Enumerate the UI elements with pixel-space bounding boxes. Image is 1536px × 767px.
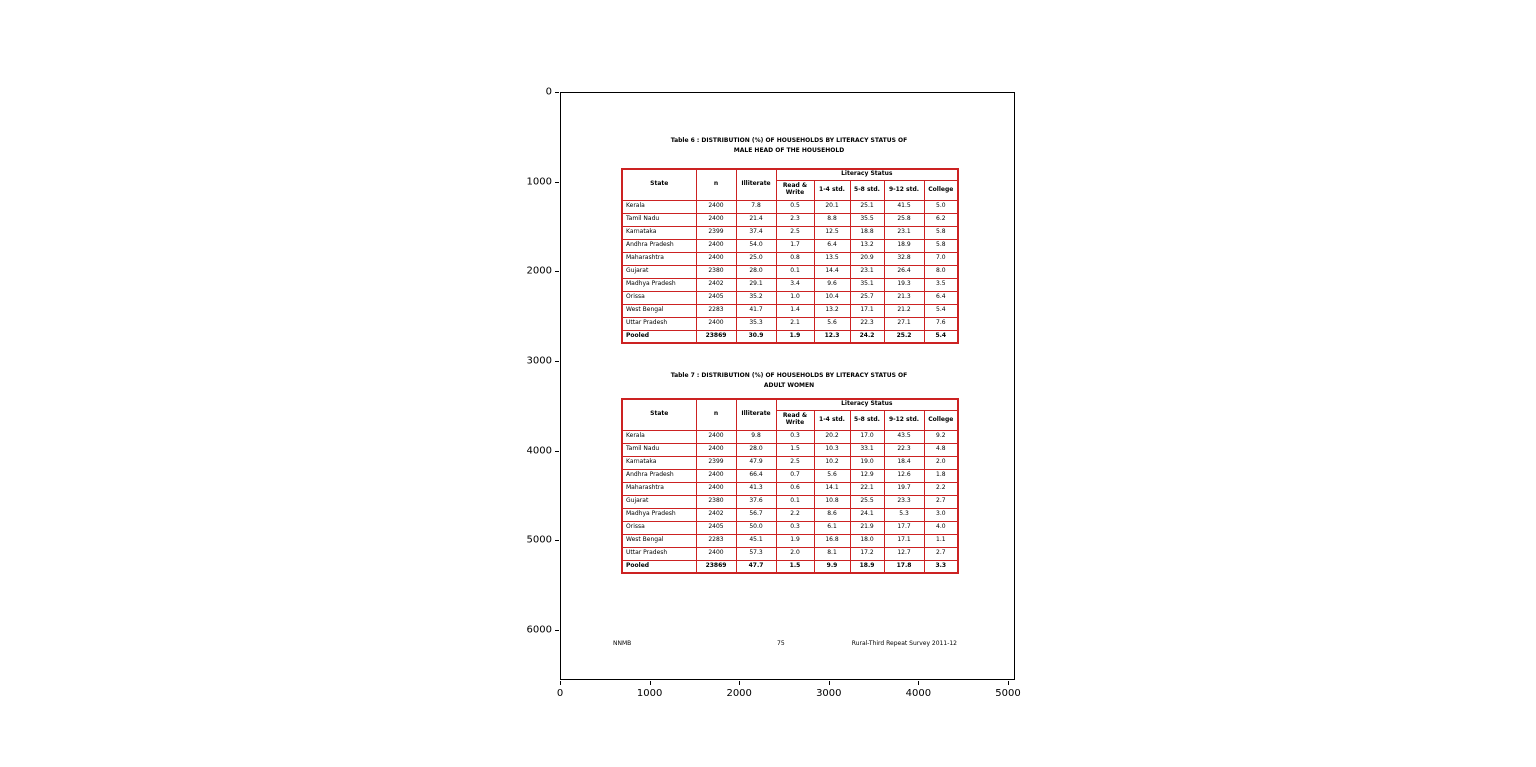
value-cell: 0.8: [776, 252, 814, 265]
value-cell: 8.0: [924, 265, 958, 278]
table-row: [622, 560, 958, 573]
table-row: [622, 534, 958, 547]
y-tick-label: 1000: [526, 176, 552, 188]
table-row: [622, 239, 958, 252]
table-row: [622, 456, 958, 469]
state-cell: Andhra Pradesh: [622, 469, 696, 482]
value-cell: 1.0: [776, 291, 814, 304]
value-cell: 29.1: [736, 278, 776, 291]
value-cell: 5.8: [924, 226, 958, 239]
value-cell: 9.9: [814, 560, 850, 573]
table-row: [622, 521, 958, 534]
value-cell: 18.4: [884, 456, 924, 469]
value-cell: 12.5: [814, 226, 850, 239]
table-row: [622, 278, 958, 291]
value-cell: 28.0: [736, 265, 776, 278]
table-row: [622, 265, 958, 278]
value-cell: 14.4: [814, 265, 850, 278]
value-cell: 16.8: [814, 534, 850, 547]
table-row: [622, 547, 958, 560]
value-cell: 23.3: [884, 495, 924, 508]
table-row: [622, 304, 958, 317]
y-tick-label: 6000: [526, 624, 552, 636]
value-cell: 19.0: [850, 456, 884, 469]
state-cell: Karnataka: [622, 456, 696, 469]
value-cell: 20.1: [814, 200, 850, 213]
state-cell: Orissa: [622, 521, 696, 534]
table-row: [622, 430, 958, 443]
value-cell: 0.5: [776, 200, 814, 213]
column-header: Read & Write: [776, 410, 814, 430]
value-cell: 17.7: [884, 521, 924, 534]
x-tick-mark: [560, 681, 561, 685]
value-cell: 9.6: [814, 278, 850, 291]
value-cell: 8.8: [814, 213, 850, 226]
y-tick-label: 0: [545, 86, 552, 98]
column-header: 1-4 std.: [814, 180, 850, 200]
value-cell: 5.8: [924, 239, 958, 252]
table-row: [622, 330, 958, 343]
column-header: State: [622, 169, 696, 200]
column-header: 5-8 std.: [850, 180, 884, 200]
y-tick-label: 5000: [526, 534, 552, 546]
value-cell: 17.2: [850, 547, 884, 560]
y-tick-label: 3000: [526, 355, 552, 367]
value-cell: 5.6: [814, 317, 850, 330]
group-header: Literacy Status: [776, 169, 958, 180]
value-cell: 0.3: [776, 521, 814, 534]
state-cell: Gujarat: [622, 265, 696, 278]
value-cell: 8.6: [814, 508, 850, 521]
value-cell: 25.0: [736, 252, 776, 265]
value-cell: 1.1: [924, 534, 958, 547]
state-cell: Madhya Pradesh: [622, 508, 696, 521]
value-cell: 4.8: [924, 443, 958, 456]
value-cell: 7.6: [924, 317, 958, 330]
state-cell: Kerala: [622, 430, 696, 443]
value-cell: 2.5: [776, 456, 814, 469]
table-row: [622, 469, 958, 482]
table-row: [622, 213, 958, 226]
value-cell: 5.3: [884, 508, 924, 521]
value-cell: 13.2: [850, 239, 884, 252]
state-cell: Gujarat: [622, 495, 696, 508]
value-cell: 2400: [696, 317, 736, 330]
value-cell: 2400: [696, 252, 736, 265]
value-cell: 13.2: [814, 304, 850, 317]
value-cell: 2380: [696, 265, 736, 278]
value-cell: 25.1: [850, 200, 884, 213]
table-row: [622, 291, 958, 304]
value-cell: 28.0: [736, 443, 776, 456]
value-cell: 2400: [696, 482, 736, 495]
value-cell: 22.3: [884, 443, 924, 456]
value-cell: 9.2: [924, 430, 958, 443]
value-cell: 32.8: [884, 252, 924, 265]
column-header: 9-12 std.: [884, 410, 924, 430]
value-cell: 25.2: [884, 330, 924, 343]
value-cell: 2400: [696, 547, 736, 560]
table-row: [622, 482, 958, 495]
value-cell: 2.7: [924, 495, 958, 508]
value-cell: 20.9: [850, 252, 884, 265]
column-header: State: [622, 399, 696, 430]
value-cell: 21.3: [884, 291, 924, 304]
column-header: College: [924, 180, 958, 200]
x-tick-label: 4000: [905, 688, 932, 699]
value-cell: 21.9: [850, 521, 884, 534]
value-cell: 6.1: [814, 521, 850, 534]
value-cell: 5.6: [814, 469, 850, 482]
column-header: Illiterate: [736, 169, 776, 200]
value-cell: 27.1: [884, 317, 924, 330]
state-cell: Orissa: [622, 291, 696, 304]
value-cell: 6.2: [924, 213, 958, 226]
y-tick-label: 2000: [526, 265, 552, 277]
x-tick-mark: [650, 681, 651, 685]
value-cell: 14.1: [814, 482, 850, 495]
value-cell: 35.1: [850, 278, 884, 291]
value-cell: 2399: [696, 226, 736, 239]
value-cell: 5.4: [924, 304, 958, 317]
value-cell: 1.9: [776, 534, 814, 547]
table7-title-line1: Table 7 : DISTRIBUTION (%) OF HOUSEHOLDS BY LITERACY STATUS OF: [670, 372, 908, 379]
value-cell: 2.1: [776, 317, 814, 330]
state-cell: Tamil Nadu: [622, 443, 696, 456]
value-cell: 2400: [696, 213, 736, 226]
column-header: 1-4 std.: [814, 410, 850, 430]
column-header: Read & Write: [776, 180, 814, 200]
y-tick-mark: [555, 540, 559, 541]
value-cell: 0.1: [776, 265, 814, 278]
column-header: 9-12 std.: [884, 180, 924, 200]
state-cell: Uttar Pradesh: [622, 317, 696, 330]
value-cell: 23869: [696, 560, 736, 573]
value-cell: 54.0: [736, 239, 776, 252]
value-cell: 1.5: [776, 443, 814, 456]
value-cell: 18.8: [850, 226, 884, 239]
value-cell: 2.5: [776, 226, 814, 239]
value-cell: 2.3: [776, 213, 814, 226]
value-cell: 6.4: [814, 239, 850, 252]
value-cell: 9.8: [736, 430, 776, 443]
value-cell: 2399: [696, 456, 736, 469]
value-cell: 17.8: [884, 560, 924, 573]
x-tick-label: 5000: [995, 688, 1021, 699]
value-cell: 2380: [696, 495, 736, 508]
table7-title-line2: ADULT WOMEN: [763, 382, 815, 389]
column-header: 5-8 std.: [850, 410, 884, 430]
value-cell: 13.5: [814, 252, 850, 265]
value-cell: 19.3: [884, 278, 924, 291]
value-cell: 56.7: [736, 508, 776, 521]
value-cell: 41.7: [736, 304, 776, 317]
x-tick-mark: [1008, 681, 1009, 685]
value-cell: 3.5: [924, 278, 958, 291]
x-tick-label: 0: [556, 688, 564, 699]
y-tick-mark: [555, 361, 559, 362]
footer-page-number: 75: [777, 640, 785, 647]
value-cell: 0.6: [776, 482, 814, 495]
table6-title: [621, 136, 957, 156]
value-cell: 2283: [696, 534, 736, 547]
value-cell: 19.7: [884, 482, 924, 495]
value-cell: 25.7: [850, 291, 884, 304]
value-cell: 24.2: [850, 330, 884, 343]
value-cell: 6.4: [924, 291, 958, 304]
value-cell: 18.0: [850, 534, 884, 547]
value-cell: 2.7: [924, 547, 958, 560]
value-cell: 12.3: [814, 330, 850, 343]
value-cell: 0.3: [776, 430, 814, 443]
table-row: [622, 200, 958, 213]
table-row: [622, 252, 958, 265]
value-cell: 2.2: [776, 508, 814, 521]
value-cell: 33.1: [850, 443, 884, 456]
state-cell: Pooled: [622, 560, 696, 573]
state-cell: Maharashtra: [622, 252, 696, 265]
value-cell: 41.5: [884, 200, 924, 213]
y-tick-label: 4000: [526, 445, 552, 457]
table-row: [622, 226, 958, 239]
y-tick-mark: [555, 451, 559, 452]
x-tick-label: 3000: [816, 688, 842, 699]
value-cell: 37.6: [736, 495, 776, 508]
table7-title: [621, 371, 957, 391]
value-cell: 4.0: [924, 521, 958, 534]
axes: [560, 92, 1015, 680]
value-cell: 66.4: [736, 469, 776, 482]
value-cell: 22.1: [850, 482, 884, 495]
value-cell: 24.1: [850, 508, 884, 521]
state-cell: Madhya Pradesh: [622, 278, 696, 291]
y-tick-mark: [555, 182, 559, 183]
value-cell: 37.4: [736, 226, 776, 239]
state-cell: West Bengal: [622, 304, 696, 317]
value-cell: 1.8: [924, 469, 958, 482]
value-cell: 23.1: [850, 265, 884, 278]
state-cell: Tamil Nadu: [622, 213, 696, 226]
value-cell: 2400: [696, 239, 736, 252]
value-cell: 21.2: [884, 304, 924, 317]
value-cell: 57.3: [736, 547, 776, 560]
value-cell: 1.9: [776, 330, 814, 343]
state-cell: Kerala: [622, 200, 696, 213]
table-row: [622, 508, 958, 521]
footer-survey: Rural-Third Repeat Survey 2011-12: [851, 640, 957, 647]
value-cell: 20.2: [814, 430, 850, 443]
value-cell: 7.8: [736, 200, 776, 213]
value-cell: 2402: [696, 508, 736, 521]
value-cell: 45.1: [736, 534, 776, 547]
value-cell: 2400: [696, 469, 736, 482]
value-cell: 10.4: [814, 291, 850, 304]
state-cell: Karnataka: [622, 226, 696, 239]
value-cell: 47.9: [736, 456, 776, 469]
table-row: [622, 443, 958, 456]
state-cell: Andhra Pradesh: [622, 239, 696, 252]
x-tick-label: 1000: [636, 688, 663, 699]
value-cell: 17.1: [850, 304, 884, 317]
value-cell: 1.5: [776, 560, 814, 573]
value-cell: 18.9: [850, 560, 884, 573]
state-cell: West Bengal: [622, 534, 696, 547]
group-header: Literacy Status: [776, 399, 958, 410]
value-cell: 2.0: [924, 456, 958, 469]
x-tick-mark: [918, 681, 919, 685]
value-cell: 7.0: [924, 252, 958, 265]
table-row: [622, 495, 958, 508]
value-cell: 21.4: [736, 213, 776, 226]
value-cell: 2405: [696, 521, 736, 534]
value-cell: 10.2: [814, 456, 850, 469]
value-cell: 1.7: [776, 239, 814, 252]
value-cell: 17.0: [850, 430, 884, 443]
value-cell: 2400: [696, 430, 736, 443]
value-cell: 47.7: [736, 560, 776, 573]
footer-org: NNMB: [613, 640, 632, 647]
value-cell: 2.0: [776, 547, 814, 560]
value-cell: 5.4: [924, 330, 958, 343]
value-cell: 2400: [696, 443, 736, 456]
value-cell: 43.5: [884, 430, 924, 443]
value-cell: 17.1: [884, 534, 924, 547]
table7: [621, 398, 959, 574]
value-cell: 30.9: [736, 330, 776, 343]
y-tick-mark: [555, 630, 559, 631]
value-cell: 35.3: [736, 317, 776, 330]
value-cell: 0.1: [776, 495, 814, 508]
y-tick-mark: [555, 92, 559, 93]
value-cell: 2405: [696, 291, 736, 304]
value-cell: 12.7: [884, 547, 924, 560]
value-cell: 25.5: [850, 495, 884, 508]
value-cell: 41.3: [736, 482, 776, 495]
x-tick-mark: [739, 681, 740, 685]
value-cell: 8.1: [814, 547, 850, 560]
value-cell: 2283: [696, 304, 736, 317]
value-cell: 10.3: [814, 443, 850, 456]
state-cell: Pooled: [622, 330, 696, 343]
state-cell: Maharashtra: [622, 482, 696, 495]
column-header: College: [924, 410, 958, 430]
value-cell: 23869: [696, 330, 736, 343]
column-header: Illiterate: [736, 399, 776, 430]
value-cell: 2400: [696, 200, 736, 213]
value-cell: 5.0: [924, 200, 958, 213]
value-cell: 35.5: [850, 213, 884, 226]
value-cell: 3.0: [924, 508, 958, 521]
value-cell: 0.7: [776, 469, 814, 482]
table6-title-line2: MALE HEAD OF THE HOUSEHOLD: [733, 147, 845, 154]
x-tick-label: 2000: [726, 688, 752, 699]
value-cell: 12.6: [884, 469, 924, 482]
value-cell: 12.9: [850, 469, 884, 482]
value-cell: 18.9: [884, 239, 924, 252]
value-cell: 50.0: [736, 521, 776, 534]
state-cell: Uttar Pradesh: [622, 547, 696, 560]
value-cell: 2402: [696, 278, 736, 291]
table6-title-line1: Table 6 : DISTRIBUTION (%) OF HOUSEHOLDS BY LITERACY STATUS OF: [670, 137, 908, 144]
value-cell: 22.3: [850, 317, 884, 330]
table-row: [622, 317, 958, 330]
value-cell: 2.2: [924, 482, 958, 495]
value-cell: 25.8: [884, 213, 924, 226]
y-tick-mark: [555, 271, 559, 272]
value-cell: 23.1: [884, 226, 924, 239]
value-cell: 26.4: [884, 265, 924, 278]
value-cell: 3.4: [776, 278, 814, 291]
value-cell: 1.4: [776, 304, 814, 317]
column-header: n: [696, 399, 736, 430]
value-cell: 3.3: [924, 560, 958, 573]
x-tick-mark: [829, 681, 830, 685]
value-cell: 10.8: [814, 495, 850, 508]
column-header: n: [696, 169, 736, 200]
value-cell: 35.2: [736, 291, 776, 304]
table6: [621, 168, 959, 344]
